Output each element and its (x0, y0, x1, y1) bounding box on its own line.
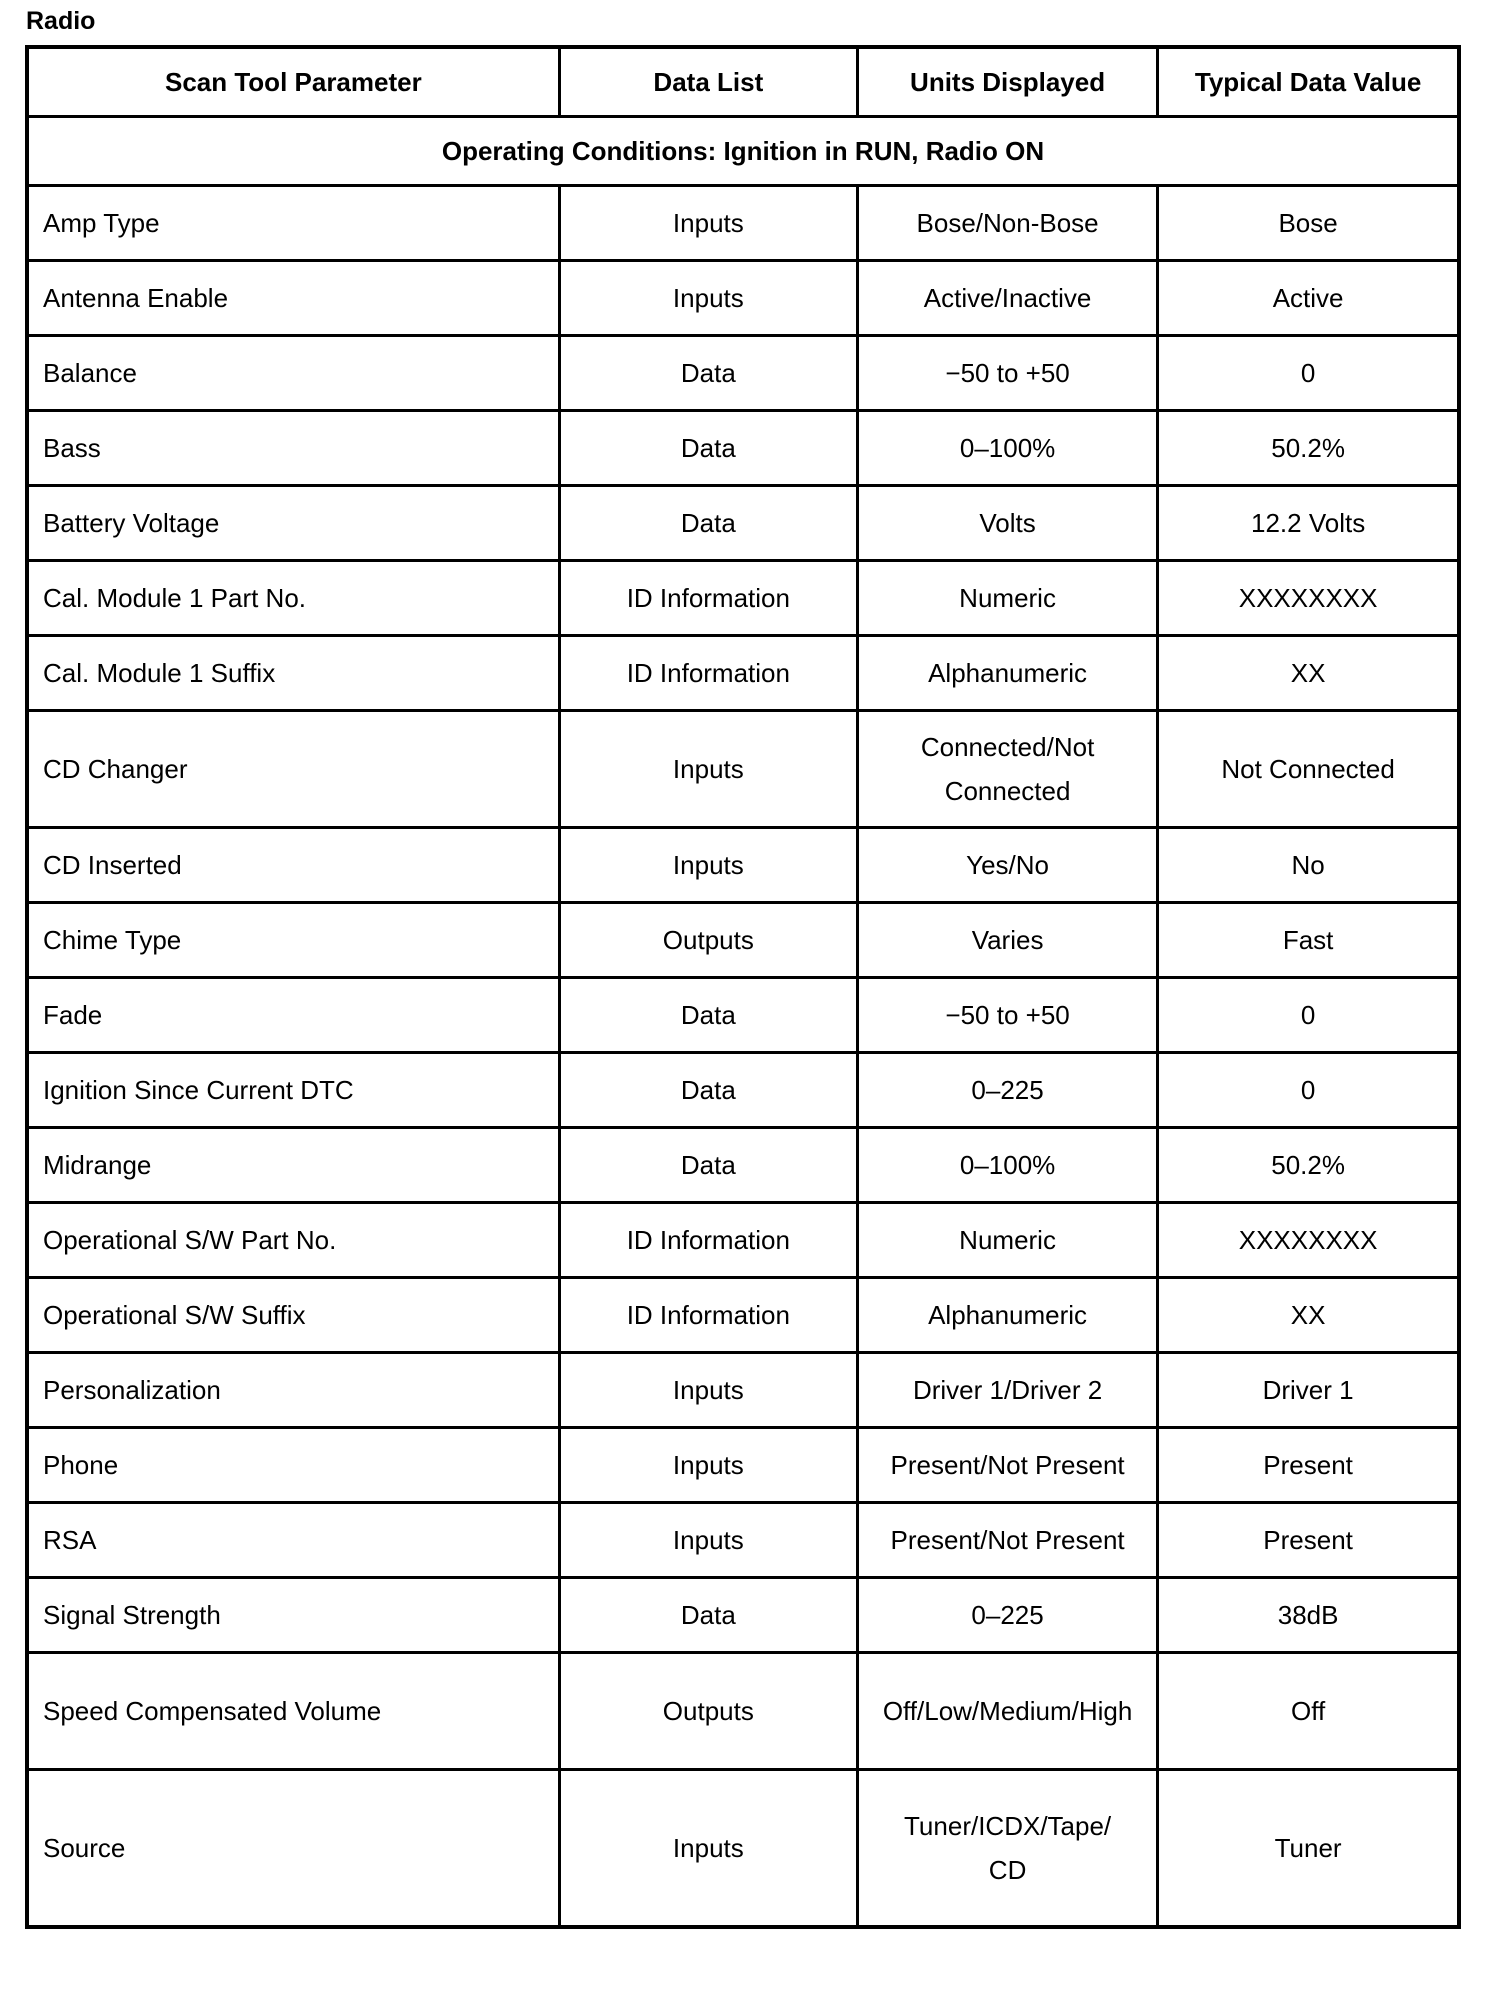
data-list-cell: Inputs (559, 1503, 857, 1578)
header-row (27, 47, 1459, 117)
units-cell: Tuner/ICDX/Tape/CD (857, 1770, 1157, 1928)
parameter-cell: Source (27, 1770, 559, 1928)
units-cell: 0–225 (857, 1578, 1157, 1653)
table-row (27, 978, 1459, 1053)
table-row (27, 486, 1459, 561)
units-cell: Alphanumeric (857, 636, 1157, 711)
units-cell: 0–225 (857, 1053, 1157, 1128)
parameter-cell: Antenna Enable (27, 261, 559, 336)
data-list-cell: Data (559, 486, 857, 561)
data-list-cell: Data (559, 978, 857, 1053)
table-row (27, 411, 1459, 486)
data-list-cell: Outputs (559, 903, 857, 978)
table-row (27, 1128, 1459, 1203)
table-row (27, 711, 1459, 828)
parameter-cell: CD Changer (27, 711, 559, 828)
units-cell: Connected/Not Connected (857, 711, 1157, 828)
parameter-cell: Midrange (27, 1128, 559, 1203)
units-cell: Bose/Non-Bose (857, 186, 1157, 261)
table-row (27, 1503, 1459, 1578)
table-row (27, 1053, 1459, 1128)
column-header-parameter: Scan Tool Parameter (27, 47, 559, 117)
units-cell: Present/Not Present (857, 1503, 1157, 1578)
table-row (27, 636, 1459, 711)
units-cell: 0–100% (857, 1128, 1157, 1203)
typical-value-cell: 12.2 Volts (1158, 486, 1459, 561)
data-list-cell: ID Information (559, 561, 857, 636)
parameter-cell: Ignition Since Current DTC (27, 1053, 559, 1128)
page-title: Radio (26, 7, 96, 35)
column-header-data-list: Data List (559, 47, 857, 117)
data-list-cell: Data (559, 1053, 857, 1128)
table-row (27, 1428, 1459, 1503)
table-row (27, 1770, 1459, 1928)
conditions-row (27, 117, 1459, 186)
data-list-cell: ID Information (559, 1278, 857, 1353)
data-list-cell: Inputs (559, 1428, 857, 1503)
table-row (27, 828, 1459, 903)
data-list-cell: ID Information (559, 1203, 857, 1278)
typical-value-cell: 0 (1158, 978, 1459, 1053)
parameter-cell: Amp Type (27, 186, 559, 261)
units-cell: Numeric (857, 1203, 1157, 1278)
units-cell: Volts (857, 486, 1157, 561)
data-list-cell: Data (559, 1128, 857, 1203)
data-list-cell: Inputs (559, 261, 857, 336)
typical-value-cell: Present (1158, 1428, 1459, 1503)
data-list-cell: Inputs (559, 828, 857, 903)
typical-value-cell: Driver 1 (1158, 1353, 1459, 1428)
parameter-cell: Speed Compensated Volume (27, 1653, 559, 1770)
data-list-cell: Data (559, 411, 857, 486)
table-row (27, 1653, 1459, 1770)
typical-value-cell: 38dB (1158, 1578, 1459, 1653)
table-row (27, 1278, 1459, 1353)
table-row (27, 261, 1459, 336)
table-row (27, 1203, 1459, 1278)
parameter-cell: CD Inserted (27, 828, 559, 903)
typical-value-cell: 50.2% (1158, 411, 1459, 486)
typical-value-cell: Active (1158, 261, 1459, 336)
table-row (27, 1353, 1459, 1428)
data-list-cell: Inputs (559, 711, 857, 828)
column-header-units: Units Displayed (857, 47, 1157, 117)
parameter-cell: Balance (27, 336, 559, 411)
data-list-cell: Inputs (559, 186, 857, 261)
units-cell: Active/Inactive (857, 261, 1157, 336)
units-cell: −50 to +50 (857, 336, 1157, 411)
typical-value-cell: XX (1158, 636, 1459, 711)
table-row (27, 1578, 1459, 1653)
typical-value-cell: Not Connected (1158, 711, 1459, 828)
data-list-cell: Data (559, 336, 857, 411)
units-cell: Yes/No (857, 828, 1157, 903)
data-list-cell: Inputs (559, 1353, 857, 1428)
parameter-cell: Battery Voltage (27, 486, 559, 561)
parameter-cell: Signal Strength (27, 1578, 559, 1653)
units-cell: Driver 1/Driver 2 (857, 1353, 1157, 1428)
typical-value-cell: XXXXXXXX (1158, 561, 1459, 636)
units-cell: Present/Not Present (857, 1428, 1157, 1503)
parameter-cell: Bass (27, 411, 559, 486)
typical-value-cell: No (1158, 828, 1459, 903)
parameter-cell: Cal. Module 1 Suffix (27, 636, 559, 711)
typical-value-cell: 0 (1158, 336, 1459, 411)
units-cell: Varies (857, 903, 1157, 978)
units-cell: Alphanumeric (857, 1278, 1157, 1353)
typical-value-cell: XX (1158, 1278, 1459, 1353)
units-cell: 0–100% (857, 411, 1157, 486)
typical-value-cell: 50.2% (1158, 1128, 1459, 1203)
typical-value-cell: Fast (1158, 903, 1459, 978)
typical-value-cell: XXXXXXXX (1158, 1203, 1459, 1278)
typical-value-cell: Bose (1158, 186, 1459, 261)
table-row (27, 186, 1459, 261)
table-row (27, 903, 1459, 978)
units-cell: Numeric (857, 561, 1157, 636)
parameter-cell: Chime Type (27, 903, 559, 978)
parameter-cell: RSA (27, 1503, 559, 1578)
parameter-cell: Operational S/W Suffix (27, 1278, 559, 1353)
parameter-cell: Personalization (27, 1353, 559, 1428)
column-header-typical-value: Typical Data Value (1158, 47, 1459, 117)
typical-value-cell: 0 (1158, 1053, 1459, 1128)
parameter-cell: Phone (27, 1428, 559, 1503)
typical-value-cell: Off (1158, 1653, 1459, 1770)
data-list-cell: ID Information (559, 636, 857, 711)
parameter-cell: Cal. Module 1 Part No. (27, 561, 559, 636)
data-table (25, 45, 1461, 1929)
data-list-cell: Outputs (559, 1653, 857, 1770)
parameter-cell: Fade (27, 978, 559, 1053)
table-row (27, 561, 1459, 636)
units-cell: −50 to +50 (857, 978, 1157, 1053)
units-cell: Off/Low/Medium/High (857, 1653, 1157, 1770)
parameter-cell: Operational S/W Part No. (27, 1203, 559, 1278)
operating-conditions: Operating Conditions: Ignition in RUN, Radio ON (27, 117, 1459, 186)
data-list-cell: Data (559, 1578, 857, 1653)
typical-value-cell: Tuner (1158, 1770, 1459, 1928)
data-list-cell: Inputs (559, 1770, 857, 1928)
table-row (27, 336, 1459, 411)
typical-value-cell: Present (1158, 1503, 1459, 1578)
